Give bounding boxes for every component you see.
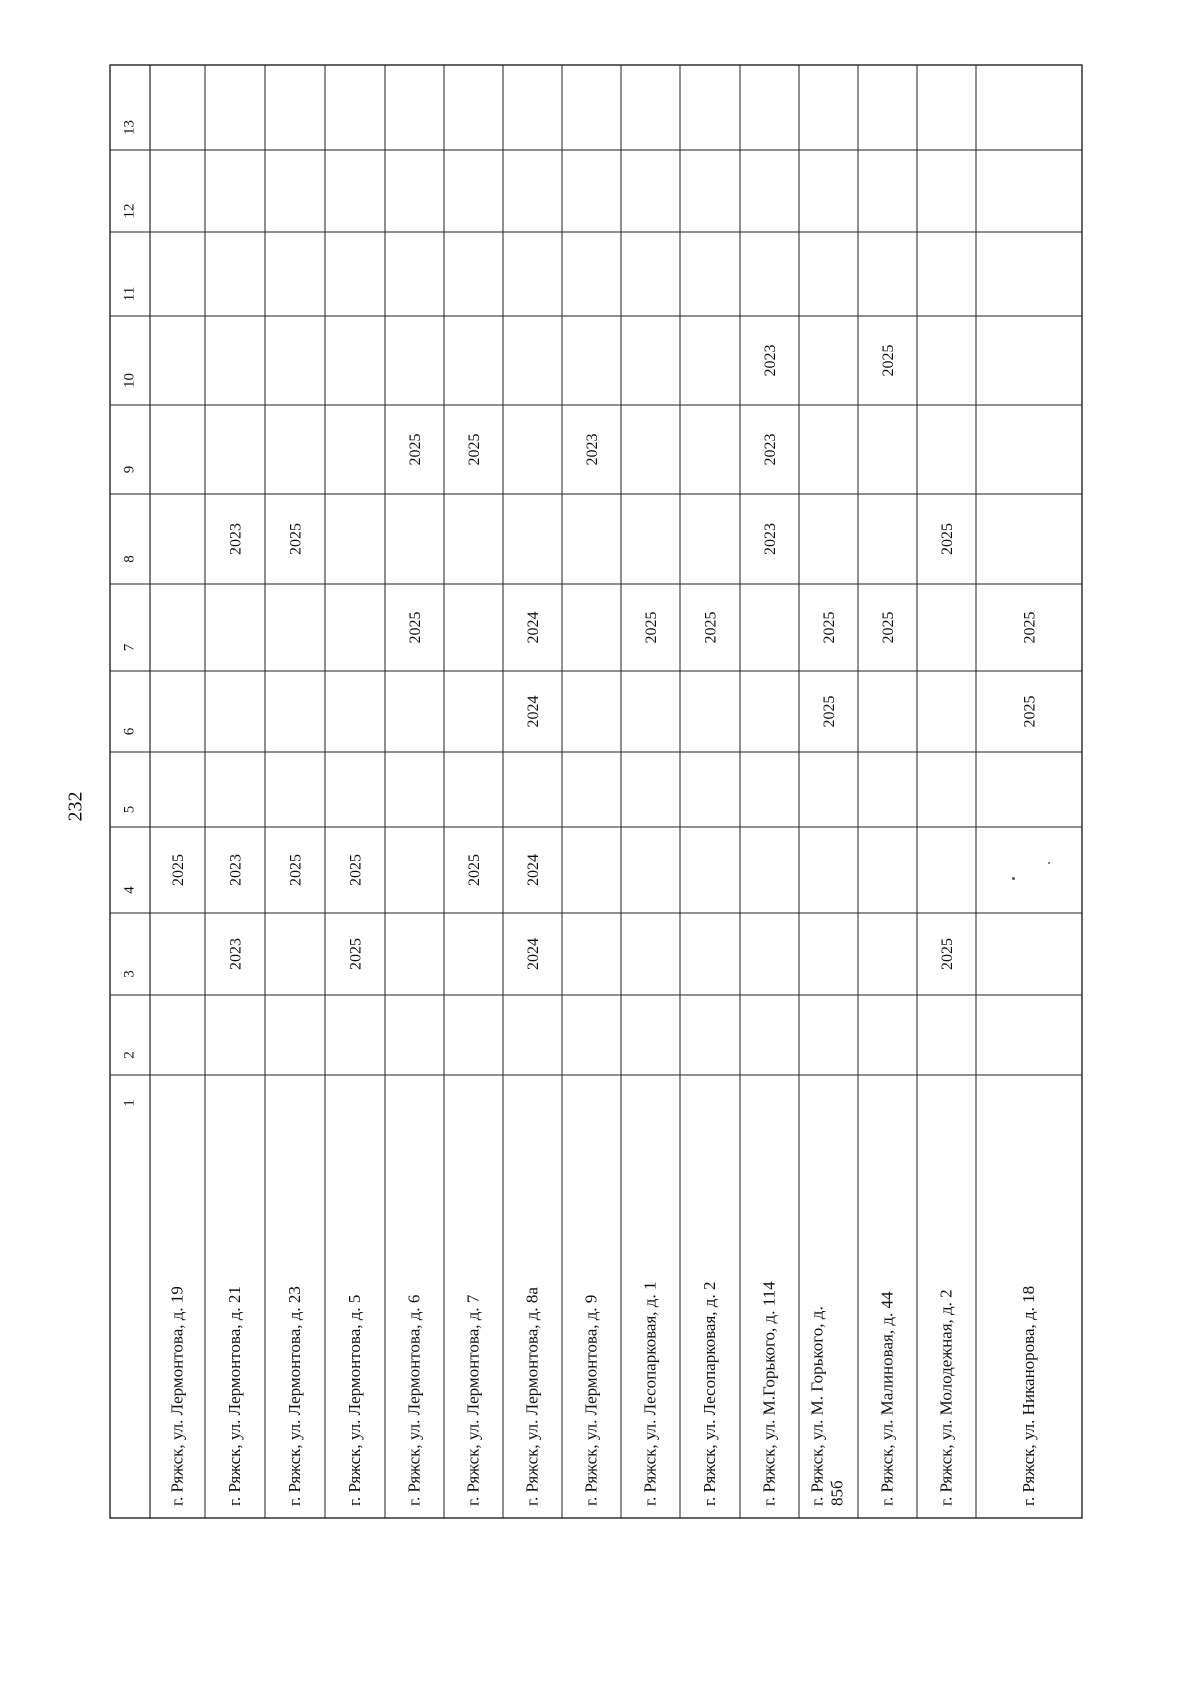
column-header-11: 11 xyxy=(121,286,138,302)
address-cell-line: 85б xyxy=(827,1480,847,1506)
year-cell-col-4: 2025 xyxy=(347,854,365,886)
year-cell-col-9: 2023 xyxy=(584,433,602,466)
column-header-12: 12 xyxy=(121,203,138,219)
table-row xyxy=(345,854,365,1506)
year-cell-col-10: 2023 xyxy=(762,344,780,377)
column-header-3: 3 xyxy=(121,970,138,978)
table-row xyxy=(877,345,897,1507)
year-cell-col-3: 2023 xyxy=(227,938,245,970)
year-cell-col-7: 2024 xyxy=(525,611,543,644)
year-cell-col-3: 2025 xyxy=(347,938,365,970)
year-cell-col-8: 2025 xyxy=(939,523,957,555)
year-cell-col-7: 2025 xyxy=(407,611,425,644)
address-cell: г. Ряжск, ул. Лермонтова, д. 5 xyxy=(344,1294,364,1506)
table-row xyxy=(936,523,956,1506)
table-row xyxy=(404,434,424,1507)
table-body xyxy=(167,345,1038,1507)
address-cell: г. Ряжск, ул. Молодежная, д. 2 xyxy=(936,1289,956,1506)
table-row xyxy=(807,612,846,1507)
table-row xyxy=(463,434,483,1507)
table-row xyxy=(225,523,245,1506)
year-cell-col-6: 2024 xyxy=(525,695,543,728)
address-cell: г. Ряжск, ул. Лермонтова, д. 6 xyxy=(404,1294,424,1506)
year-cell-col-10: 2025 xyxy=(880,344,898,377)
year-cell-col-9: 2023 xyxy=(762,433,780,466)
table-row xyxy=(640,612,660,1507)
column-header-7: 7 xyxy=(121,643,138,652)
column-header-5: 5 xyxy=(121,805,138,814)
year-cell-col-4: 2025 xyxy=(287,854,305,886)
year-cell-col-8: 2025 xyxy=(287,523,305,555)
page-number: 232 xyxy=(64,791,87,821)
table-row xyxy=(700,612,720,1507)
address-cell: г. Ряжск, ул. Лесопарковая, д. 1 xyxy=(640,1281,660,1506)
year-cell-col-4: 2024 xyxy=(525,854,543,886)
address-cell: г. Ряжск, ул. Лермонтова, д. 19 xyxy=(167,1286,187,1506)
address-cell: г. Ряжск, ул. Лесопарковая, д. 2 xyxy=(699,1281,719,1506)
year-cell-col-3: 2025 xyxy=(939,938,957,970)
year-cell-col-7: 2025 xyxy=(880,611,898,644)
year-cell-col-8: 2023 xyxy=(227,523,245,555)
table-row xyxy=(759,345,779,1507)
year-cell-col-7: 2025 xyxy=(1021,611,1039,644)
address-cell: г. Ряжск, ул. Лермонтова, д. 7 xyxy=(463,1294,483,1506)
address-cell: г. Ряжск, ул. Малиновая, д. 44 xyxy=(877,1291,897,1506)
address-cell: г. Ряжск, ул. Лермонтова, д. 9 xyxy=(581,1294,601,1506)
year-cell-col-3: 2024 xyxy=(525,938,543,970)
column-header-9: 9 xyxy=(121,465,138,474)
address-cell-line: г. Ряжск, ул. М. Горького, д. xyxy=(807,1306,827,1506)
year-cell-col-4: 2025 xyxy=(170,854,188,886)
column-header-1: 1 xyxy=(121,1099,138,1107)
year-cell-col-7: 2025 xyxy=(643,611,661,644)
address-cell: г. Ряжск, ул. Лермонтова, д. 23 xyxy=(284,1286,304,1506)
column-header-6: 6 xyxy=(121,727,138,736)
column-header-8: 8 xyxy=(121,555,138,563)
column-headers xyxy=(121,120,137,1107)
year-cell-col-4: 2023 xyxy=(227,854,245,886)
column-header-2: 2 xyxy=(121,1051,138,1059)
year-cell-col-6: 2025 xyxy=(821,695,839,728)
table-row xyxy=(581,434,601,1507)
year-cell-col-6: 2025 xyxy=(1021,695,1039,728)
year-cell-col-4: 2025 xyxy=(466,854,484,886)
address-cell: г. Ряжск, ул. Лермонтова, д. 8а xyxy=(522,1287,542,1506)
year-cell-col-8: 2023 xyxy=(762,523,780,555)
table-row xyxy=(167,854,187,1506)
year-cell-col-9: 2025 xyxy=(407,433,425,466)
table-row xyxy=(522,612,542,1507)
column-header-4: 4 xyxy=(121,886,138,894)
year-cell-col-9: 2025 xyxy=(466,433,484,466)
column-header-13: 13 xyxy=(121,120,138,135)
year-cell-col-7: 2025 xyxy=(821,611,839,644)
table-row xyxy=(1019,612,1039,1507)
column-header-10: 10 xyxy=(121,373,138,388)
address-cell: г. Ряжск, ул. Лермонтова, д. 21 xyxy=(224,1286,244,1506)
year-cell-col-7: 2025 xyxy=(702,611,720,644)
address-cell: г. Ряжск, ул. М.Горького, д. 114 xyxy=(759,1281,779,1506)
table-row xyxy=(285,523,305,1506)
address-cell: г. Ряжск, ул. Никанорова, д. 18 xyxy=(1018,1285,1038,1506)
